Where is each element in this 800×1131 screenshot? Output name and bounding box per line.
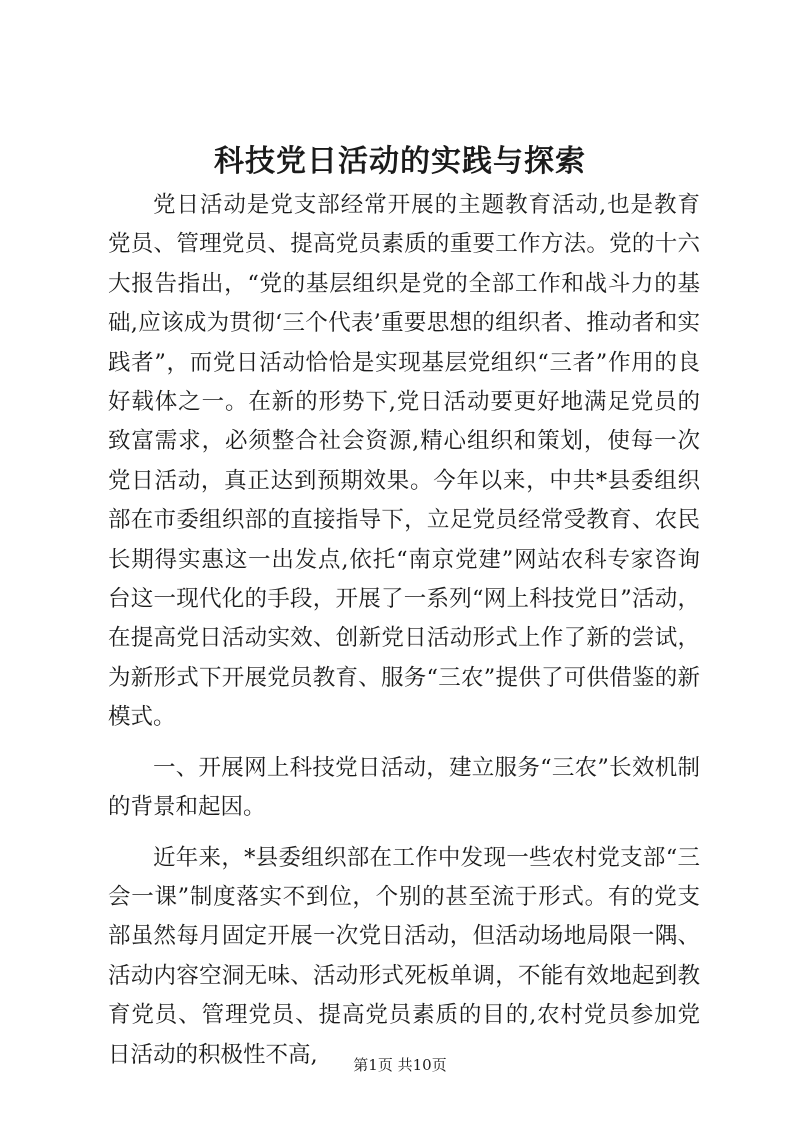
- document-title: 科技党日活动的实践与探索: [214, 144, 586, 179]
- document-body: [108, 186, 700, 1075]
- paragraph-section-heading: 一、开展网上科技党日活动，建立服务“三农”长效机制的背景和起因。: [108, 754, 700, 821]
- page-number-footer: 第1页 共10页: [353, 1056, 447, 1074]
- paragraph-intro: 党日活动是党支部经常开展的主题教育活动,也是教育党员、管理党员、提高党员素质的重要工作方法。党的十六大报告指出，“党的基层组织是党的全部工作和战斗力的基础,应该成为贯彻‘三个代表’重要思想的组织者、推动者和实践者”，而党日活动恰恰是实现基层党组织“三者”作用的良好载体之一。在新的形势下,党日活动要更好地满足党员的致富需求，必须整合社会资源,精心组织和策划，使每一次党日活动，真正达到预期效果。今年以来，中共*县委组织部在市委组织部的直接指导下，立足党员经常受教育、农民长期得实惠这一出发点,依托“南京党建”网站农科专家咨询台这一现代化的手段，开展了一系列“网上科技党日”活动，在提高党日活动实效、创新党日活动形式上作了新的尝试，为新形式下开展党员教育、服务“三农”提供了可供借鉴的新模式。: [108, 192, 700, 731]
- paragraph-background: 近年来，*县委组织部在工作中发现一些农村党支部“三会一课”制度落实不到位，个别的甚至流于形式。有的党支部虽然每月固定开展一次党日活动，但活动场地局限一隅、活动内容空洞无味、活动形式死板单调，不能有效地起到教育党员、管理党员、提高党员素质的目的,农村党员参加党日活动的积极性不高,: [108, 844, 700, 1068]
